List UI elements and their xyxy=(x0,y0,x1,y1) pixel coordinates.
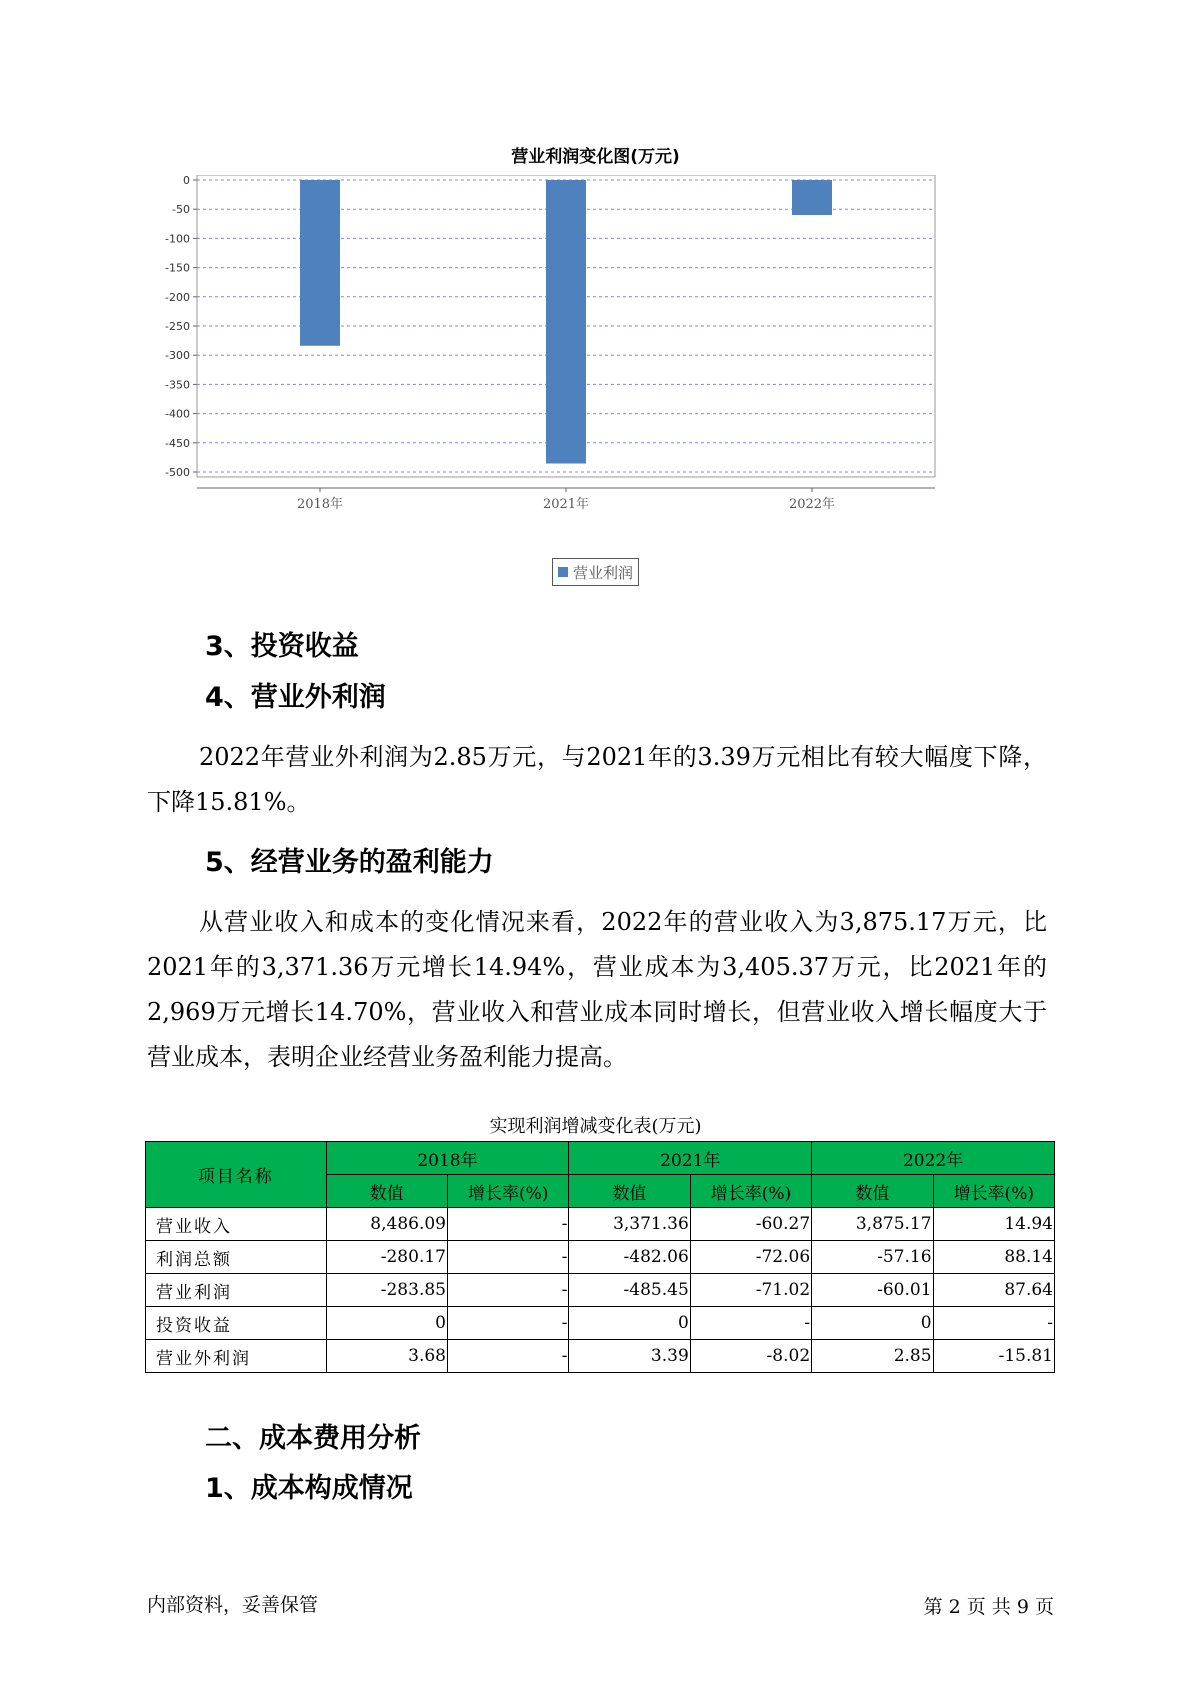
operating-profit-chart xyxy=(150,175,1020,555)
subheader-growth: 增长率(%) xyxy=(933,1175,1054,1208)
table-row xyxy=(146,1241,1055,1274)
y-tick-label: -300 xyxy=(165,349,190,363)
y-tick-label: -250 xyxy=(165,320,190,333)
footer-page-number: 第 2 页 共 9 页 xyxy=(923,1596,1054,1618)
subheader-value: 数值 xyxy=(812,1175,933,1208)
cell-value: -283.85 xyxy=(326,1274,447,1307)
bar xyxy=(300,180,340,346)
legend-label: 营业利润 xyxy=(573,563,634,582)
header-item-name: 项目名称 xyxy=(146,1142,327,1208)
cell-growth-rate: - xyxy=(690,1307,811,1340)
cell-value: -57.16 xyxy=(812,1241,933,1274)
cell-growth-rate: -15.81 xyxy=(933,1340,1054,1373)
cell-value: 3,371.36 xyxy=(569,1208,690,1241)
subheader-value: 数值 xyxy=(326,1175,447,1208)
table-title: 实现利润增减变化表(万元) xyxy=(489,1116,702,1137)
legend-swatch xyxy=(558,567,568,577)
cell-growth-rate: - xyxy=(447,1208,568,1241)
cell-growth-rate: - xyxy=(447,1241,568,1274)
y-tick-label: -200 xyxy=(165,290,190,304)
cell-value: 0 xyxy=(812,1307,933,1340)
profit-change-table xyxy=(145,1141,1055,1373)
chart-legend xyxy=(552,558,639,586)
bar xyxy=(546,180,586,464)
table-row xyxy=(146,1274,1055,1307)
cell-growth-rate: - xyxy=(447,1274,568,1307)
paragraph-non-operating-profit: 2022年营业外利润为2.85万元，与2021年的3.39万元相比有较大幅度下降，下降15.81%。 xyxy=(147,743,1047,816)
cell-value: -482.06 xyxy=(569,1241,690,1274)
cell-growth-rate: -8.02 xyxy=(690,1340,811,1373)
cell-growth-rate: -72.06 xyxy=(690,1241,811,1274)
x-tick-label: 2021年 xyxy=(542,497,590,512)
table-row xyxy=(146,1340,1055,1373)
row-name: 投资收益 xyxy=(146,1307,327,1340)
y-tick-label: -500 xyxy=(165,466,190,479)
cell-growth-rate: 14.94 xyxy=(933,1208,1054,1241)
heading-cost-analysis: 二、成本费用分析 xyxy=(205,1423,421,1454)
subheader-value: 数值 xyxy=(569,1175,690,1208)
cell-growth-rate: 88.14 xyxy=(933,1241,1054,1274)
subheader-growth: 增长率(%) xyxy=(690,1175,811,1208)
cell-growth-rate: -71.02 xyxy=(690,1274,811,1307)
y-tick-label: -150 xyxy=(165,261,190,275)
header-year-2022: 2022年 xyxy=(812,1142,1055,1175)
y-tick-label: -400 xyxy=(165,407,190,421)
y-tick-label: -100 xyxy=(165,232,190,246)
subheader-growth: 增长率(%) xyxy=(447,1175,568,1208)
cell-value: 3.39 xyxy=(569,1340,690,1373)
cell-value: 8,486.09 xyxy=(326,1208,447,1241)
y-tick-label: 0 xyxy=(183,175,190,187)
cell-growth-rate: 87.64 xyxy=(933,1274,1054,1307)
heading-profitability: 5、经营业务的盈利能力 xyxy=(205,847,494,878)
y-tick-label: -350 xyxy=(165,378,190,392)
table-row xyxy=(146,1208,1055,1241)
heading-investment-income: 3、投资收益 xyxy=(205,631,359,662)
cell-value: -280.17 xyxy=(326,1241,447,1274)
row-name: 利润总额 xyxy=(146,1241,327,1274)
cell-value: 0 xyxy=(569,1307,690,1340)
y-tick-label: -50 xyxy=(172,203,190,217)
cell-value: -60.01 xyxy=(812,1274,933,1307)
header-year-2021: 2021年 xyxy=(569,1142,812,1175)
footer-confidential: 内部资料，妥善保管 xyxy=(147,1594,319,1616)
header-year-2018: 2018年 xyxy=(326,1142,569,1175)
heading-cost-composition: 1、成本构成情况 xyxy=(205,1473,413,1504)
x-tick-label: 2022年 xyxy=(788,497,836,512)
chart-title: 营业利润变化图(万元) xyxy=(511,147,680,167)
heading-non-operating-profit: 4、营业外利润 xyxy=(205,682,386,713)
row-name: 营业利润 xyxy=(146,1274,327,1307)
bar xyxy=(792,180,832,215)
cell-value: 2.85 xyxy=(812,1340,933,1373)
cell-value: 0 xyxy=(326,1307,447,1340)
cell-growth-rate: - xyxy=(447,1340,568,1373)
cell-value: 3,875.17 xyxy=(812,1208,933,1241)
cell-growth-rate: - xyxy=(933,1307,1054,1340)
cell-growth-rate: -60.27 xyxy=(690,1208,811,1241)
cell-value: -485.45 xyxy=(569,1274,690,1307)
cell-growth-rate: - xyxy=(447,1307,568,1340)
y-tick-label: -450 xyxy=(165,436,190,450)
x-tick-label: 2018年 xyxy=(296,497,344,512)
row-name: 营业收入 xyxy=(146,1208,327,1241)
row-name: 营业外利润 xyxy=(146,1340,327,1373)
table-row xyxy=(146,1307,1055,1340)
cell-value: 3.68 xyxy=(326,1340,447,1373)
paragraph-profitability: 从营业收入和成本的变化情况来看，2022年的营业收入为3,875.17万元，比2021年的3,371.36万元增长14.94%，营业成本为3,405.37万元，比2021年的2,969万元增长14.70%，营业收入和营业成本同时增长，但营业收入增长幅度大于营业成本，表明企业经营业务盈利能力提高。 xyxy=(147,908,1047,1071)
